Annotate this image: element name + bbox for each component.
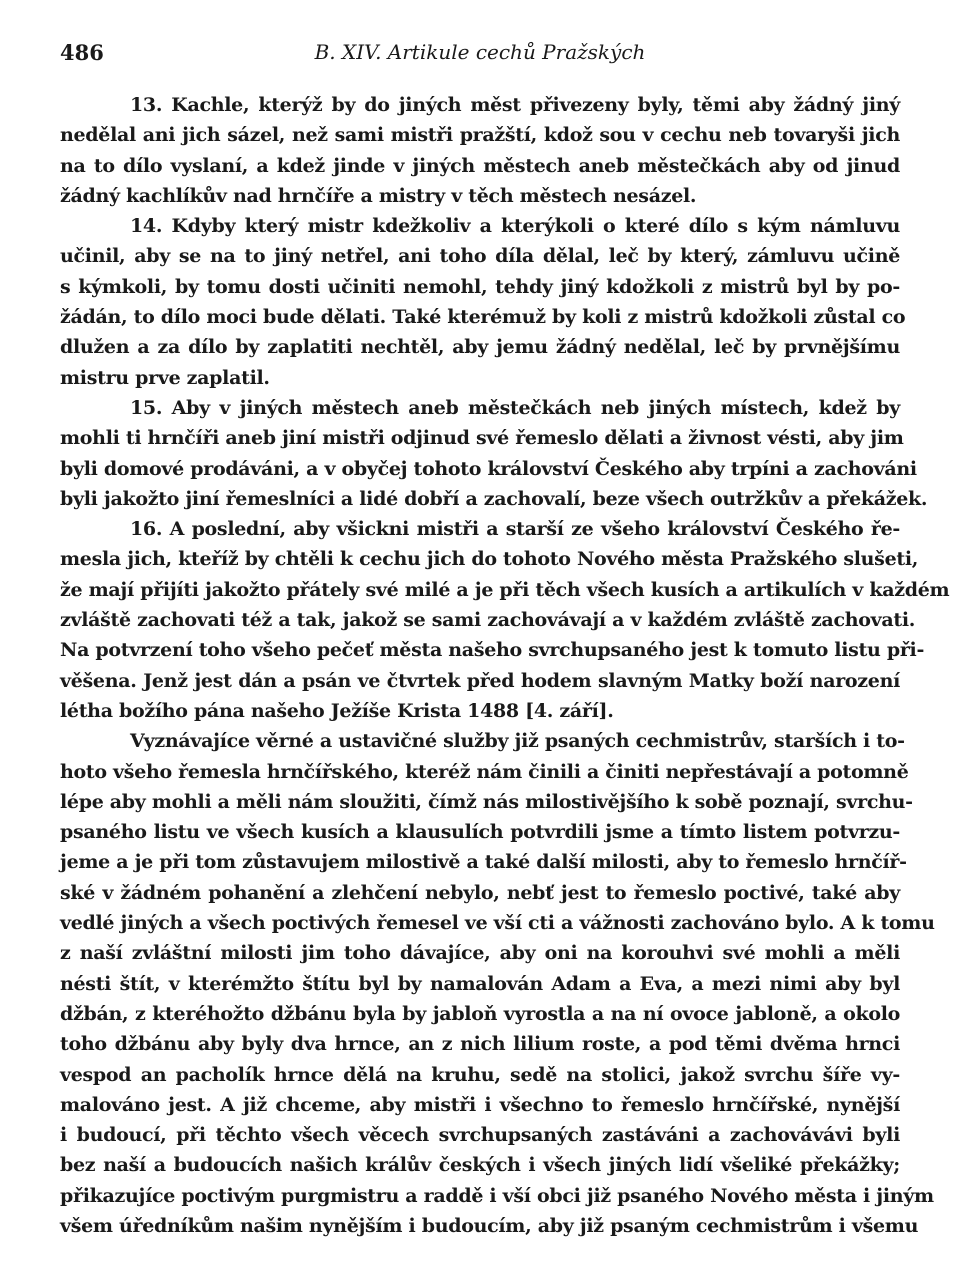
text-line: na to dílo vyslaní, a kdež jinde v jiných městech aneb městečkách aby od jinud <box>60 154 900 177</box>
text-line: hoto všeho řemesla hrnčířského, kteréž nám činili a činiti nepřestávají a potomně <box>60 760 909 783</box>
text-line: žádný kachlíkův nad hrnčíře a mistry v těch městech nesázel. <box>60 184 697 207</box>
text-line: 15. Aby v jiných městech aneb městečkách neb jiných místech, kdež by <box>130 396 900 419</box>
text-line: byli jakožto jiní řemeslníci a lidé dobří a zachovalí, beze všech outržkův a překážek. <box>60 487 928 510</box>
text-line: nésti štít, v kterémžto štítu byl by namalován Adam a Eva, a mezi nimi aby byl <box>60 972 900 995</box>
text-line: mesla jich, kteříž by chtěli k cechu jich do tohoto Nového města Pražského slušeti, <box>60 548 919 571</box>
text-line: Na potvrzení toho všeho pečeť města našeho svrchupsaného jest k tomuto listu při- <box>60 639 925 662</box>
text-line: 13. Kachle, kterýž by do jiných měst přivezeny byly, těmi aby žádný jiný <box>130 94 900 116</box>
text-line: bez naší a budoucích našich králův českých i všech jiných lidí všeliké překážky; <box>60 1154 900 1177</box>
text-line: byli domové prodáváni, a v obyčej tohoto království Českého aby trpíni a zachováni <box>60 457 917 480</box>
text-line: mohli ti hrnčíři aneb jiní mistři odjinud své řemeslo dělati a živnost vésti, aby jim <box>60 427 904 450</box>
text-line: věšena. Jenž jest dán a psán ve čtvrtek před hodem slavným Matky boží narození <box>60 669 900 692</box>
text-line: mistru prve zaplatil. <box>60 366 270 389</box>
text-line: létha božího pána našeho Ježíše Krista 1488 [4. září]. <box>60 699 614 722</box>
text-line: i budoucí, při těchto všech věcech svrchupsaných zastáváni a zachovávávi byli <box>60 1124 900 1147</box>
text-line: jeme a je při tom zůstavujem milostivě a také další milosti, aby to řemeslo hrnčíř- <box>60 851 907 874</box>
text-line: žádán, to dílo moci bude dělati. Také kterémuž by koli z mistrů kdožkoli zůstal co <box>60 306 906 329</box>
text-line: z naší zvláštní milosti jim toho dávajíce, aby oni na korouhvi své mohli a měli <box>60 942 900 965</box>
text-line: toho džbánu aby byly dva hrnce, an z nich lilium roste, a pod těmi dvěma hrnci <box>60 1033 900 1056</box>
text-line: Vyznávajíce věrné a ustavičné služby již psaných cechmistrův, starších i to- <box>130 730 905 753</box>
text-line: nedělal ani jich sázel, než sami mistři pražští, kdož sou v cechu neb tovaryši jich <box>60 124 900 147</box>
text-line: s kýmkoli, by tomu dosti učiniti nemohl, tehdy jiný kdožkoli z mistrů byl by po- <box>60 275 900 298</box>
text-line: ské v žádném pohanění a zlehčení nebylo, nebť jest to řemeslo poctivé, také aby <box>60 881 900 904</box>
page-header <box>60 40 900 70</box>
text-line: přikazujíce poctivým purgmistru a raddě i vší obci již psaného Nového města i jiným <box>60 1184 934 1207</box>
running-title: B. XIV. Artikule cechů Pražských <box>314 40 646 64</box>
text-body <box>60 90 950 1241</box>
page-number: 486 <box>60 40 104 65</box>
text-line: všem úředníkům našim nynějším i budoucím, aby již psaným cechmistrům i všemu <box>60 1214 919 1237</box>
text-line: učinil, aby se na to jiný netřel, ani toho díla dělal, leč by který, zámluvu učině <box>60 245 900 268</box>
text-line: že mají přijíti jakožto přátely své milé a je při těch všech kusích a artikulích v každém <box>60 578 950 601</box>
text-line: malováno jest. A již chceme, aby mistři i všechno to řemeslo hrnčířské, nynější <box>60 1093 900 1116</box>
text-line: vedlé jiných a všech poctivých řemesel ve vší cti a vážnosti zachováno bylo. A k tomu <box>60 912 935 935</box>
text-line: 14. Kdyby který mistr kdežkoliv a kterýkoli o které dílo s kým námluvu <box>130 215 900 238</box>
text-line: vespod an pacholík hrnce dělá na kruhu, sedě na stolici, jakož svrchu šíře vy- <box>60 1063 900 1086</box>
text-line: zvláště zachovati též a tak, jakož se sami zachovávají a v každém zvláště zachovati. <box>60 609 916 632</box>
text-line: dlužen a za dílo by zaplatiti nechtěl, aby jemu žádný nedělal, leč by prvnějšímu <box>60 336 900 359</box>
text-line: psaného listu ve všech kusích a klausulích potvrdili jsme a tímto listem potvrzu- <box>60 821 900 844</box>
text-line: džbán, z kteréhožto džbánu byla by jabloň vyrostla a na ní ovoce jabloně, a okolo <box>60 1002 900 1025</box>
text-line: 16. A poslední, aby všickni mistři a starší ze všeho království Českého ře- <box>130 518 900 541</box>
text-line: lépe aby mohli a měli nám sloužiti, čímž nás milostivějšího k sobě poznají, svrchu- <box>60 790 913 813</box>
